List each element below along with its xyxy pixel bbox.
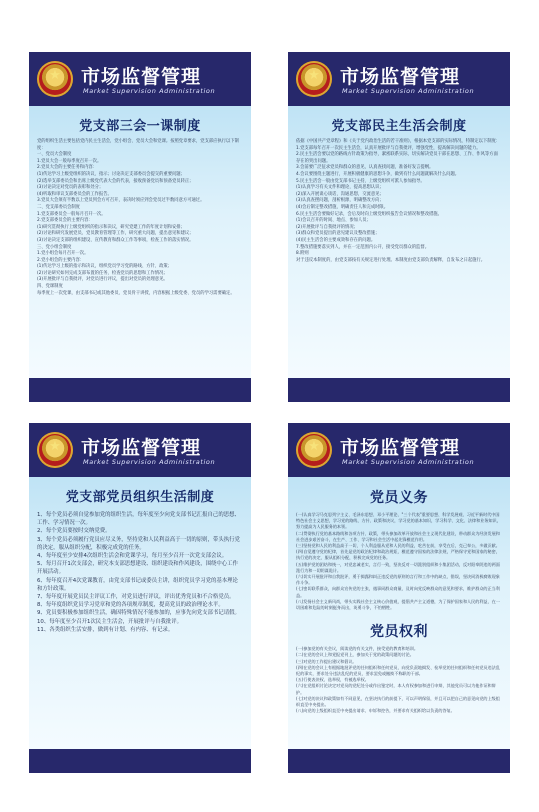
poster-footer <box>29 749 251 773</box>
poster-text-duties: (一)认真学习马克思列宁主义、毛泽东思想、邓小平理论、"三个代表"重要思想、科学发展观、习近平新时代中国特色社会主义思想，学习党的路线、方针、政策和决议，学习党的基本知识，学习科学、文化、法律和业务知识，努力提高为人民服务的本领。 (二)贯彻执行党的基本路线和各项方针、政策，带头参加改革开放和社会主义现代化建设，带动群众为经济发展和社会进步艰苦奋斗，在生产、工作、学习和社会生活中起先锋模范作用。 (三)坚持党和人民的利益高于一切，个人利益服从党和人民的利益，吃苦在前，享受在后，克己奉公，多做贡献。 (四)自觉遵守党的纪律，首先是党的政治纪律和政治规矩，模范遵守国家的法律法规，严格保守党和国家的秘密，执行党的决定，服从组织分配，积极完成党的任务。 (五)维护党的团结和统一，对党忠诚老实，言行一致，坚决反对一切派别组织和小集团活动，反对阳奉阴违的两面派行为和一切阴谋诡计。 (六)切实开展批评和自我批评，勇于揭露和纠正违反党的原则的言行和工作中的缺点、错误，坚决同消极腐败现象作斗争。 (七)密切联系群众，向群众宣传党的主张，遇事同群众商量，及时向党反映群众的意见和要求，维护群众的正当利益。 (八)发扬社会主义新风尚，带头实践社会主义核心价值观，提倡共产主义道德，为了保护国家和人民的利益，在一切困难和危险的时刻挺身而出，英勇斗争，不怕牺牲。 <box>296 512 501 611</box>
poster-header <box>288 423 510 477</box>
poster-title: 党支部三会一课制度 <box>79 119 201 134</box>
header-subtitle: Market Supervision Administration <box>342 458 475 466</box>
poster-text: 党的组织生活主要包括党内民主生活会，党小组会、党员大会和党课。按照党章要求，党支部应执行以下制度： 一、党员大会制度 1.党员大会一般每季度召开一次。 2.党员大会的主要任务和内容： (1)传达学习上级党组织的决议、指示；讨论决定支部委员会提交的重要问题； (2)选举支部委员会和出席上级党代表大会的代表，接收预备党员和预备党员转正； (3)讨论决定对党员的表彰和处分； (4)听取和审议支部委员会的工作报告。 3.党员大会须有半数以上党员到会方可召开，表决时须应到会党员过半数同意方可通过。 二、党支部委员会制度 1.党支部委员会一般每月召开一次。 2.党支部委员会的主要内容： (1)研究贯彻执行上级党组织的指示和决议，研究党建工作的年度计划和安排； (2)讨论和研究发展党员、党员教育管理等工作，研究重大问题，提出意见和建议； (3)讨论决定支部的组织建设、宣传教育和群众工作等事项，检查工作的落实情况。 三、党小组会制度 1.党小组会每月召开一次。 2.党小组会的主要内容： (1)传达学习上级的指示和决议，组织党员学习党的路线、方针、政策； (2)讨论研究如何完成支部布置的任务，检查党员的思想和工作情况； (3)开展批评与自我批评，对党员进行评议，提出对党员的处理意见。 四、党课制度 每季度上一次党课，由支部书记或其他委员、党员骨干讲授，内容根据上级党委、党员的学习需要确定。 <box>37 139 239 296</box>
poster-header <box>29 52 251 106</box>
poster-three-meetings <box>29 52 251 402</box>
poster-text: 依据《中国共产党章程》和《关于党内政治生活的若干准则》，根据本党支部的实际情况，特制定以下制度： 1.党支部每年召开一次民主生活会，认真开展批评与自我批评，增强党性，提高解决问题的能力。 2.民主生活会要以党的路线方针政策为指导，紧密联系实际，切实解决党员干部在思想、工作、作风等方面存在的突出问题。 3.会前要广泛征求党员和群众的意见，认真查找问题，准备好发言提纲。 4.会议要围绕主题进行，开展积极健康的思想斗争，做到有什么问题就解决什么问题。 5.民主生活会一般由党支部书记主持，上级党组织可派人参加指导。 (1)认真学习有关文件和理论，提高思想认识； (2)深入开展谈心谈话，沟通思想，交流意见； (3)认真查摆问题，剖析根源，明确整改方向； (4)会后制定整改措施，明确责任人和完成时限。 6.民主生活会要做好记录，会后及时向上级党组织报告会议情况和整改措施。 (1)会议召开的时间、地点、参加人员； (2)开展批评与自我批评的情况； (3)群众和党员提出的意见建议及整改措施； (4)民主生活会的主要成效和存在的问题。 7.整改措施要落实到人，并在一定范围内公开，接受党员群众的监督。 8.附则 对于违反本制度的，由党支部按有关规定进行处理。本制度由党支部负责解释，自发布之日起施行。 <box>296 139 501 263</box>
poster-body <box>29 477 251 749</box>
poster-title: 党支部民主生活会制度 <box>331 119 467 134</box>
police-emblem-icon: ★ <box>296 432 332 468</box>
header-title: 市场监督管理 <box>81 437 202 459</box>
poster-text-rights: (一)参加党的有关会议，阅读党的有关文件，接受党的教育和培训。 (二)在党的会议上和党报党刊上，参加关于党的政策问题的讨论。 (三)对党的工作提出建议和倡议。 (四)在党的会议上有根据地批评党的任何组织和任何党员，向党负责地揭发、检举党的任何组织和任何党员违法乱纪的事实，要求处分违法乱纪的党员，要求罢免或撤换不称职的干部。 (五)行使表决权、选举权，有被选举权。 (六)在党组织讨论决定对党员的党纪处分或作出鉴定时，本人有权参加和进行申辩，其他党员可以为他作证和辩护。 (七)对党的决议和政策如有不同意见，在坚决执行的前提下，可以声明保留，并且可以把自己的意见向党的上级组织直至中央提出。 (八)向党的上级组织直至中央提出请求、申诉和控告，并要求有关组织给以负责的答复。 <box>296 646 500 714</box>
poster-title-rights: 党员权利 <box>370 624 428 641</box>
poster-body <box>288 477 510 749</box>
poster-footer <box>288 378 510 402</box>
poster-header <box>29 423 251 477</box>
poster-footer <box>288 749 510 773</box>
police-emblem-icon: ★ <box>37 61 73 97</box>
header-subtitle: Market Supervision Administration <box>83 458 216 466</box>
poster-body <box>29 106 251 378</box>
header-subtitle: Market Supervision Administration <box>83 87 216 95</box>
header-subtitle: Market Supervision Administration <box>342 87 475 95</box>
poster-title: 党支部党员组织生活制度 <box>65 490 215 505</box>
poster-member-duties-rights <box>288 423 510 773</box>
poster-title-duties: 党员义务 <box>370 490 428 506</box>
poster-text: 1、每个党员必须自觉参加党的组织生活，每年度至少向党支部书记汇报自己的思想、工作、学习情况一次。 2、每个党员要按时交纳党费。 3、每个党员必须履行党员应尽义务，坚持党和人民利益高于一切的原则，带头执行党的决定，服从组织分配，积极完成党的任务。 4、每年度至少安排4次组织生活会和党课学习，每月至少召开一次党支部会议。 5、每月召开1次支部会，研究本支部思想建设、组织建设和作风建设，围绕中心工作开展活动。 6、每年度召开4次党课教育，由党支部书记或委员主讲，组织党员学习党的基本理论和方针政策。 7、每年度开展党员民主评议工作，对党员进行评议，评出优秀党员和不合格党员。 8、每年度组织党员学习党章和党的各项规章制度，提高党员的政治理论水平。 9、党员要积极参加组织生活，确因特殊情况不能参加的，应事先向党支部书记请假。 10、每年度至少召开1次民主生活会，开展批评与自我批评。 11、各类组织生活安排，做到有计划、有内容、有记录。 <box>37 512 240 633</box>
poster-organization-life <box>29 423 251 773</box>
header-title: 市场监督管理 <box>340 437 461 459</box>
poster-democratic-life <box>288 52 510 402</box>
police-emblem-icon: ★ <box>296 61 332 97</box>
poster-body <box>288 106 510 378</box>
poster-footer <box>29 378 251 402</box>
poster-header <box>288 52 510 106</box>
header-title: 市场监督管理 <box>340 66 461 88</box>
header-title: 市场监督管理 <box>81 66 202 88</box>
police-emblem-icon: ★ <box>37 432 73 468</box>
